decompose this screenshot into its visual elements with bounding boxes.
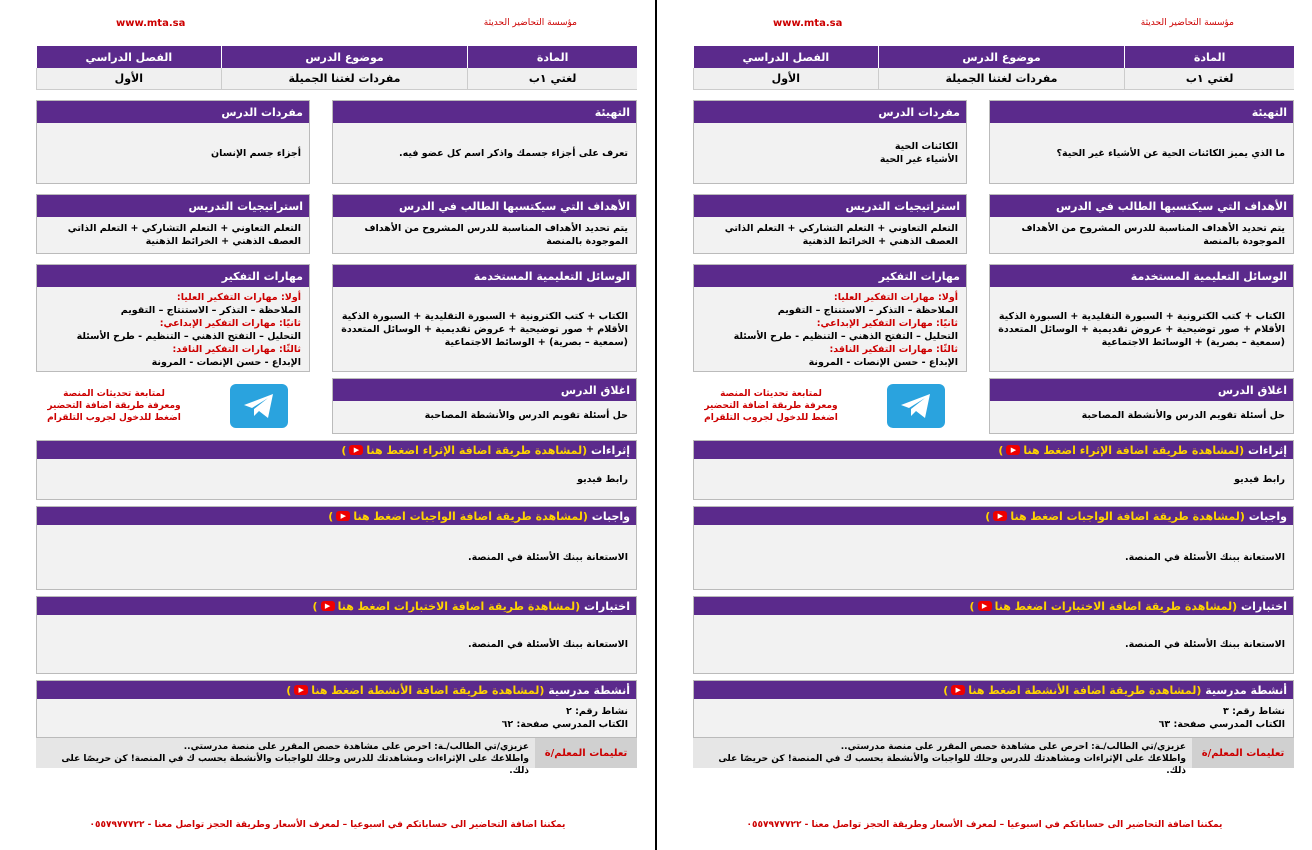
thinking-text: أولا: مهارات التفكير العليا: الملاحظة – التذكر – الاستنتاج – التقويم ثانيًا: مهارات التفكير الإبداعي: التحليل – التفتح الذهني – التنظيم - طرح الأسئلة ثالثًا: مهارات التفكير الناقد: الإبداع - حسن الإنصات - المرونة [76, 292, 301, 368]
tests-title[interactable]: اختبارات (لمشاهدة طريقة اضافة الاختبارات اضغط هنا ▶ ) [37, 597, 636, 615]
homework-box [693, 506, 1294, 590]
vocab-text: أجزاء جسم الإنسان [211, 147, 301, 159]
teacher-instr-text: عزيزي/تي الطالب/ـة: احرص على مشاهدة حصص المقرر على منصة مدرستي.. واطلاعك على الإثراءات ومشاهدتك للدرس وحلك للواجبات والأنشطة بحسب ك في المنصة! كن حريصًا على ذلك. [36, 738, 535, 768]
page-footer: يمكننا اضافة التحاضير الى حساباتكم في اسبوعيا – لمعرف الأسعار وطريقة الحجز تواصل معنا - ٠٥٥٧٩٧٧٧٢٢ [89, 820, 566, 830]
aids-title: الوسائل التعليمية المستخدمة [333, 265, 636, 287]
enrich-title[interactable]: إثراءات (لمشاهدة طريقة اضافة الإثراء اضغط هنا ▶ ) [37, 441, 636, 459]
activities-box [693, 680, 1294, 738]
enrich-box [36, 440, 637, 500]
strategies-box [693, 194, 967, 254]
telegram-icon[interactable] [230, 384, 288, 428]
info-values-row [36, 68, 637, 90]
thinking-box [693, 264, 967, 372]
youtube-icon[interactable]: ▶ [294, 685, 308, 695]
telegram-promo[interactable] [693, 378, 967, 434]
topic-header: موضوع الدرس [221, 46, 468, 68]
aids-box [989, 264, 1294, 372]
lesson-page-1 [656, 0, 1312, 850]
activities-text: نشاط رقم: ٢ الكتاب المدرسي صفحة: ٦٢ [501, 706, 628, 730]
org-name: مؤسسة التحاضير الحديثة [1140, 18, 1234, 28]
youtube-icon[interactable]: ▶ [349, 445, 363, 455]
youtube-icon[interactable]: ▶ [951, 685, 965, 695]
teacher-instructions [36, 738, 637, 776]
objectives-text: يتم تحديد الأهداف المناسبة للدرس المشروح من الأهداف الموجودة بالمنصة [1021, 223, 1285, 247]
warmup-title: التهيئة [333, 101, 636, 123]
topic-value: مفردات لغتنا الجميلة [221, 68, 468, 89]
topic-value: مفردات لغتنا الجميلة [878, 68, 1125, 89]
closing-box [332, 378, 637, 434]
semester-value: الأول [36, 68, 221, 89]
enrich-box [693, 440, 1294, 500]
aids-text: الكتاب + كتب الكترونية + السبورة التقليدية + السبورة الذكية الأقلام + صور توضيحية + عروض تقديمية + الوسائل المتعددة (سمعية – بصرية) + الوسائط الاجتماعية [341, 310, 628, 348]
youtube-icon[interactable]: ▶ [1006, 445, 1020, 455]
homework-text: الاستعانة ببنك الأسئلة في المنصة. [467, 551, 628, 563]
page-header [36, 0, 637, 46]
tests-title[interactable]: اختبارات (لمشاهدة طريقة اضافة الاختبارات اضغط هنا ▶ ) [694, 597, 1293, 615]
tests-text: الاستعانة ببنك الأسئلة في المنصة. [1124, 638, 1285, 650]
tests-box [36, 596, 637, 674]
telegram-text: لمتابعة تحديثات المنصة ومعرفة طريقة اضافة التحضير اضغط للدخول لجروب التلقرام [704, 389, 838, 423]
teacher-instr-text: عزيزي/تي الطالب/ـة: احرص على مشاهدة حصص المقرر على منصة مدرستي.. واطلاعك على الإثراءات ومشاهدتك للدرس وحلك للواجبات والأنشطة بحسب ك في المنصة! كن حريصًا على ذلك. [693, 738, 1192, 768]
page-footer: يمكننا اضافة التحاضير الى حساباتكم في اسبوعيا – لمعرف الأسعار وطريقة الحجز تواصل معنا - ٠٥٥٧٩٧٧٧٢٢ [746, 820, 1223, 830]
teacher-instr-label: تعليمات المعلم/ة [1192, 738, 1294, 768]
objectives-box [332, 194, 637, 254]
subject-value: لغتي ١ب [467, 68, 637, 89]
strategies-title: استراتيجيات التدريس [694, 195, 966, 217]
strategies-box [36, 194, 310, 254]
aids-text: الكتاب + كتب الكترونية + السبورة التقليدية + السبورة الذكية الأقلام + صور توضيحية + عروض تقديمية + الوسائل المتعددة (سمعية – بصرية) + الوسائط الاجتماعية [998, 310, 1285, 348]
semester-header: الفصل الدراسي [693, 46, 878, 68]
objectives-title: الأهداف التي سيكتسبها الطالب في الدرس [990, 195, 1293, 217]
topic-header: موضوع الدرس [878, 46, 1125, 68]
closing-title: اغلاق الدرس [990, 379, 1293, 401]
thinking-title: مهارات التفكير [37, 265, 309, 287]
semester-value: الأول [693, 68, 878, 89]
enrich-title[interactable]: إثراءات (لمشاهدة طريقة اضافة الإثراء اضغط هنا ▶ ) [694, 441, 1293, 459]
enrich-text[interactable]: رابط فيديو [577, 473, 628, 485]
warmup-title: التهيئة [990, 101, 1293, 123]
tests-text: الاستعانة ببنك الأسئلة في المنصة. [467, 638, 628, 650]
closing-text: حل أسئلة تقويم الدرس والأنشطة المصاحبة [424, 409, 628, 421]
aids-box [332, 264, 637, 372]
thinking-text: أولا: مهارات التفكير العليا: الملاحظة – التذكر – الاستنتاج – التقويم ثانيًا: مهارات التفكير الإبداعي: التحليل – التفتح الذهني – التنظيم - طرح الأسئلة ثالثًا: مهارات التفكير الناقد: الإبداع - حسن الإنصات - المرونة [733, 292, 958, 368]
strategies-title: استراتيجيات التدريس [37, 195, 309, 217]
closing-title: اغلاق الدرس [333, 379, 636, 401]
activities-box [36, 680, 637, 738]
vocab-box [693, 100, 967, 184]
info-header-row [693, 46, 1294, 68]
vocab-title: مفردات الدرس [694, 101, 966, 123]
activities-text: نشاط رقم: ٣ الكتاب المدرسي صفحة: ٦٣ [1158, 706, 1285, 730]
aids-title: الوسائل التعليمية المستخدمة [990, 265, 1293, 287]
homework-text: الاستعانة ببنك الأسئلة في المنصة. [1124, 551, 1285, 563]
site-url[interactable]: www.mta.sa [773, 17, 843, 29]
youtube-icon[interactable]: ▶ [336, 511, 350, 521]
semester-header: الفصل الدراسي [36, 46, 221, 68]
subject-header: المادة [467, 46, 637, 68]
activities-title[interactable]: أنشطة مدرسية (لمشاهدة طريقة اضافة الأنشطة اضغط هنا ▶ ) [694, 681, 1293, 699]
warmup-box [989, 100, 1294, 184]
youtube-icon[interactable]: ▶ [321, 601, 335, 611]
youtube-icon[interactable]: ▶ [993, 511, 1007, 521]
homework-title[interactable]: واجبات (لمشاهدة طريقة اضافة الواجبات اضغط هنا ▶ ) [37, 507, 636, 525]
org-name: مؤسسة التحاضير الحديثة [483, 18, 577, 28]
warmup-box [332, 100, 637, 184]
telegram-promo[interactable] [36, 378, 310, 434]
objectives-box [989, 194, 1294, 254]
closing-text: حل أسئلة تقويم الدرس والأنشطة المصاحبة [1081, 409, 1285, 421]
vocab-box [36, 100, 310, 184]
objectives-text: يتم تحديد الأهداف المناسبة للدرس المشروح من الأهداف الموجودة بالمنصة [364, 223, 628, 247]
strategies-text: التعلم التعاوني + التعلم التشاركي + التعلم الذاتي العصف الذهني + الخرائط الذهنية [67, 223, 301, 247]
site-url[interactable]: www.mta.sa [116, 17, 186, 29]
teacher-instr-label: تعليمات المعلم/ة [535, 738, 637, 768]
vocab-title: مفردات الدرس [37, 101, 309, 123]
activities-title[interactable]: أنشطة مدرسية (لمشاهدة طريقة اضافة الأنشطة اضغط هنا ▶ ) [37, 681, 636, 699]
closing-box [989, 378, 1294, 434]
page-header [693, 0, 1294, 46]
teacher-instructions [693, 738, 1294, 776]
subject-header: المادة [1124, 46, 1294, 68]
enrich-text[interactable]: رابط فيديو [1234, 473, 1285, 485]
info-header-row [36, 46, 637, 68]
warmup-text: تعرف على أجزاء جسمك واذكر اسم كل عضو فيه. [399, 147, 628, 159]
tests-box [693, 596, 1294, 674]
homework-box [36, 506, 637, 590]
vocab-text: الكائنات الحية الأشياء غير الحية [879, 141, 958, 165]
thinking-title: مهارات التفكير [694, 265, 966, 287]
youtube-icon[interactable]: ▶ [978, 601, 992, 611]
objectives-title: الأهداف التي سيكتسبها الطالب في الدرس [333, 195, 636, 217]
info-values-row [693, 68, 1294, 90]
subject-value: لغتي ١ب [1124, 68, 1294, 89]
thinking-box [36, 264, 310, 372]
strategies-text: التعلم التعاوني + التعلم التشاركي + التعلم الذاتي العصف الذهني + الخرائط الذهنية [724, 223, 958, 247]
homework-title[interactable]: واجبات (لمشاهدة طريقة اضافة الواجبات اضغط هنا ▶ ) [694, 507, 1293, 525]
warmup-text: ما الذي يميز الكائنات الحية عن الأشياء غير الحية؟ [1056, 147, 1285, 159]
telegram-text: لمتابعة تحديثات المنصة ومعرفة طريقة اضافة التحضير اضغط للدخول لجروب التلقرام [47, 389, 181, 423]
telegram-icon[interactable] [887, 384, 945, 428]
